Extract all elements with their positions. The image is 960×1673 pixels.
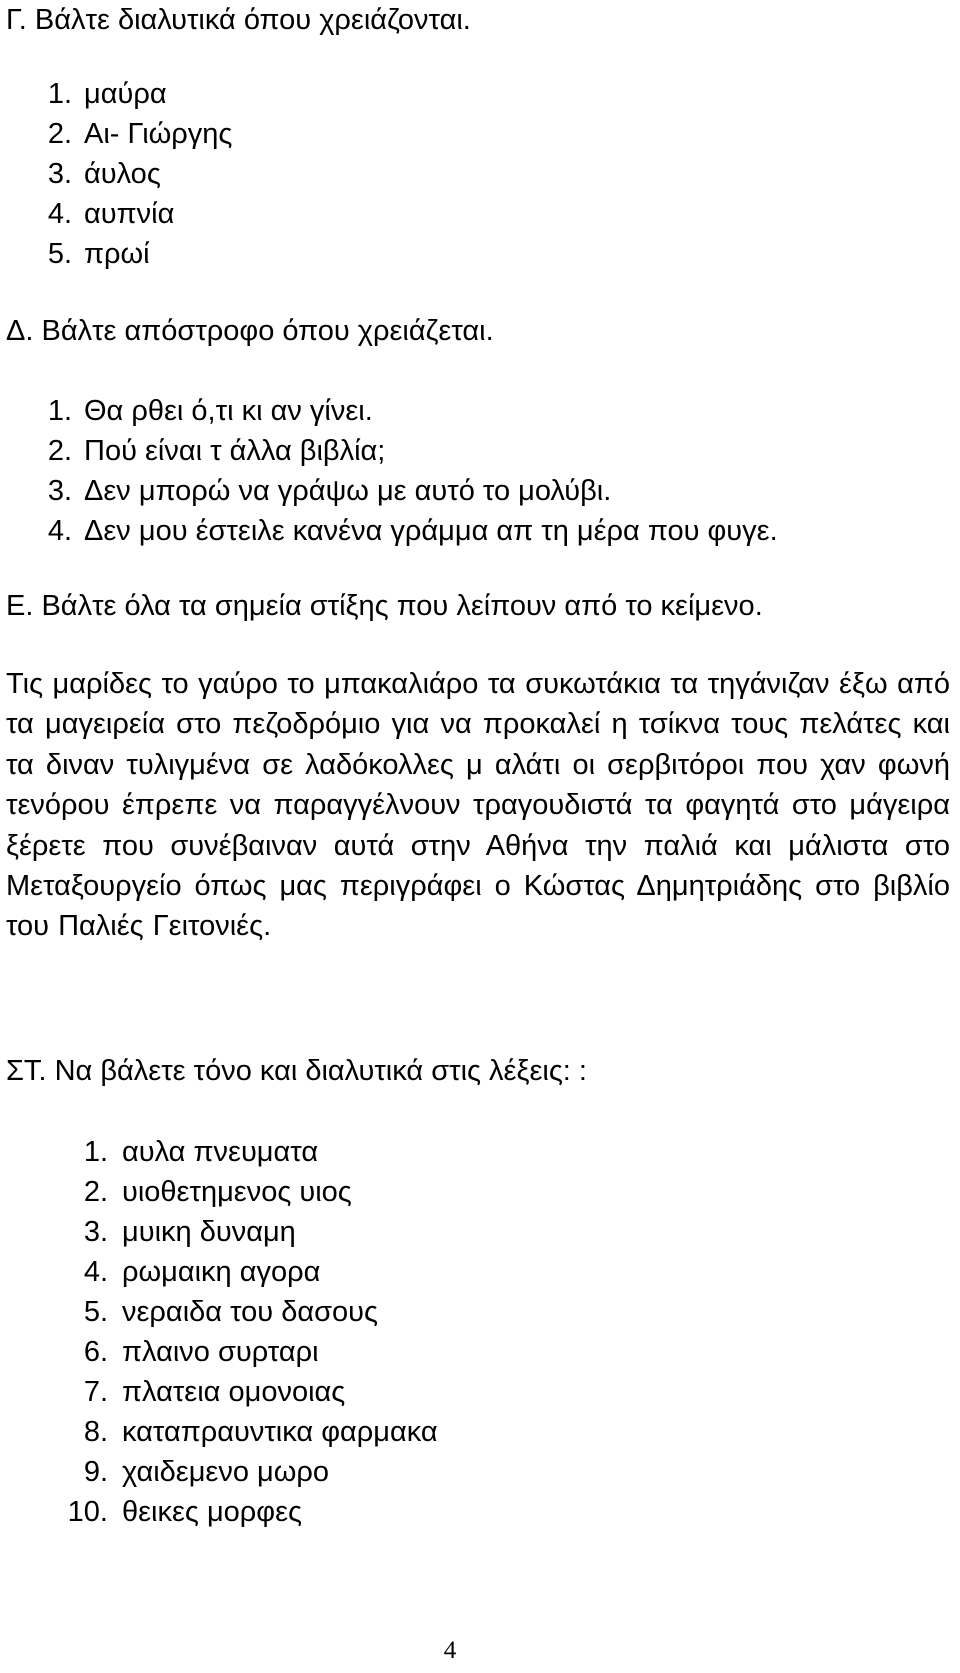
item-number: 4. [47,515,72,547]
item-number: 10. [67,1496,108,1528]
item-text: καταπραυντικα φαρμακα [122,1416,438,1448]
item-number: 4. [83,1256,108,1288]
item-text: ρωμαικη αγορα [122,1256,321,1288]
item-text: νεραιδα του δασους [122,1296,378,1328]
item-number: 6. [83,1336,108,1368]
item-text: πλατεια ομονοιας [122,1376,346,1408]
item-number: 3. [47,475,72,507]
item-number: 3. [83,1216,108,1248]
item-text: Δεν μου έστειλε κανένα γράμμα απ τη μέρα που φυγε. [84,515,778,547]
item-text: χαιδεμενο μωρο [122,1456,330,1488]
item-text: θεικες μορφες [122,1496,303,1528]
exercise-paragraph: Τις μαρίδες το γαύρο το μπακαλιάρο τα συκωτάκια τα τηγάνιζαν έξω από τα μαγειρεία στο πεζοδρόμιο για να προκαλεί η τσίκνα τους πελάτες και τα διναν τυλιγμένα σε λαδόκολλες μ αλάτι οι σερβιτόροι που χαν φωνή τενόρου έπρεπε να παραγγέλνουν τραγουδιστά τα φαγητά στο μάγειρα ξέρετε που συνέβαιναν αυτά στην Αθήνα την παλιά και μάλιστα στο Μεταξουργείο όπως μας περιγράφει ο Κώστας Δημητριάδης στο βιβλίο του Παλιές Γειτονιές. [6,668,950,943]
item-number: 7. [83,1376,108,1408]
page-number: 4 [443,1637,457,1664]
item-number: 1. [47,78,72,110]
item-text: πρωί [84,238,150,270]
item-text: Αι- Γιώργης [84,118,233,150]
item-text: αυπνία [84,198,175,230]
section-c-heading: Γ. Βάλτε διαλυτικά όπου χρειάζονται. [6,4,471,36]
item-text: αυλα πνευματα [122,1136,319,1168]
item-text: πλαινο συρταρι [122,1336,319,1368]
item-text: Πού είναι τ άλλα βιβλία; [84,435,386,467]
item-text: Θα ρθει ό,τι κι αν γίνει. [84,395,373,427]
item-number: 2. [47,118,72,150]
section-e-heading: Ε. Βάλτε όλα τα σημεία στίξης που λείπουν από το κείμενο. [6,590,763,622]
item-number: 4. [47,198,72,230]
item-text: Δεν μπορώ να γράψω με αυτό το μολύβι. [84,475,612,507]
item-number: 2. [47,435,72,467]
item-text: μαύρα [84,78,167,110]
item-number: 2. [83,1176,108,1208]
item-number: 5. [83,1296,108,1328]
item-number: 5. [47,238,72,270]
item-number: 3. [47,158,72,190]
item-number: 1. [47,395,72,427]
item-number: 1. [83,1136,108,1168]
section-st-heading: ΣΤ. Να βάλετε τόνο και διαλυτικά στις λέξεις: : [6,1055,587,1087]
item-number: 9. [83,1456,108,1488]
item-number: 8. [83,1416,108,1448]
item-text: άυλος [84,158,161,190]
item-text: υιοθετημενος υιος [122,1176,352,1208]
section-d-heading: Δ. Βάλτε απόστροφο όπου χρειάζεται. [6,315,494,347]
item-text: μυικη δυναμη [122,1216,296,1248]
